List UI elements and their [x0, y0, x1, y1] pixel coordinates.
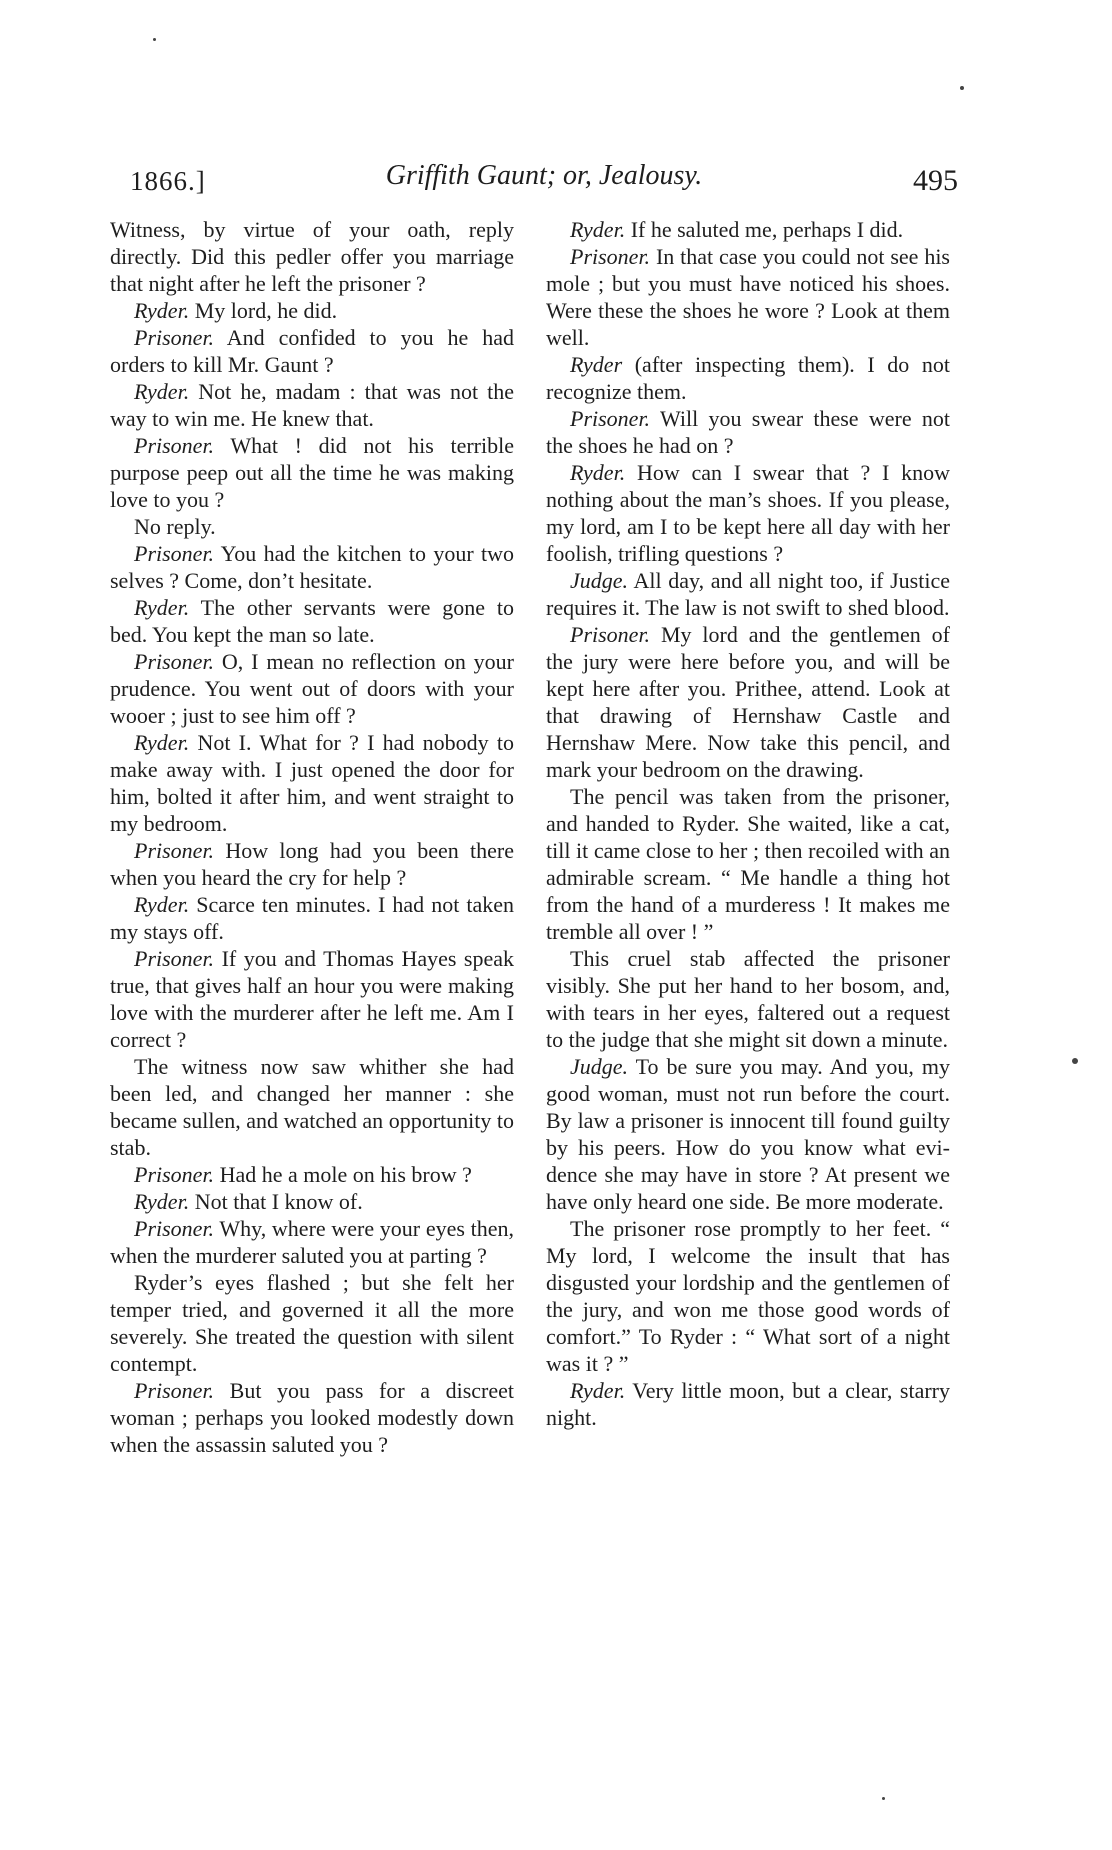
- paragraph: [546, 945, 950, 1053]
- paragraph: [110, 837, 514, 891]
- paragraph: [110, 1269, 514, 1377]
- paragraph-text: All day, and all night too, if Justice requires it. The law is not swift to shed blood.: [546, 568, 950, 620]
- paragraph-text: Not that I know of.: [194, 1189, 363, 1214]
- speaker-label: Prisoner.: [134, 325, 215, 350]
- paragraph: [110, 432, 514, 513]
- speaker-label: Ryder.: [134, 379, 190, 404]
- paragraph: [110, 1188, 514, 1215]
- paragraph-text: The prisoner rose promptly to her feet. “ My lord, I welcome the insult that has disgusted your lordship and the gentlemen of the jury, and won me those good words of comfort.” To Ryder : “ What sort of a night was it ? ”: [546, 1216, 950, 1376]
- running-header: [130, 160, 958, 204]
- speaker-label: Prisoner.: [134, 541, 215, 566]
- right-column: [546, 216, 950, 1431]
- paragraph: [110, 378, 514, 432]
- paragraph-text: If you and Thomas Hayes speak true, that gives half an hour you were making love with the murderer after he left me. Am I correct ?: [110, 946, 515, 1052]
- paragraph-text: Will you swear these were not the shoes he had on ?: [546, 406, 950, 458]
- paragraph-text: The other servants were gone to bed. You kept the man so late.: [110, 595, 514, 647]
- speaker-label: Ryder.: [570, 217, 626, 242]
- paragraph: [110, 729, 514, 837]
- speaker-label: Prisoner.: [134, 649, 215, 674]
- speaker-label: Prisoner.: [570, 244, 651, 269]
- paragraph: [110, 1215, 514, 1269]
- paragraph-text: In that case you could not see his mole ; but you must have noticed his shoes. Were these the shoes he wore ? Look at them well.: [546, 244, 950, 350]
- paragraph: [546, 621, 950, 783]
- paragraph-text: If he saluted me, perhaps I did.: [630, 217, 904, 242]
- left-column: [110, 216, 514, 1458]
- paragraph-text: Ryder’s eyes flashed ; but she felt her temper tried, and governed it all the more severely. She treated the question with silent contempt.: [110, 1270, 514, 1376]
- paragraph: [546, 216, 950, 243]
- speaker-label: Prisoner.: [134, 1216, 215, 1241]
- paragraph: [110, 513, 514, 540]
- paragraph: [110, 648, 514, 729]
- paragraph-text: How long had you been there when you heard the cry for help ?: [110, 838, 514, 890]
- paragraph: [110, 1053, 514, 1161]
- paragraph: [546, 351, 950, 405]
- paragraph: [110, 1377, 514, 1458]
- paragraph: [110, 324, 514, 378]
- print-speck: [882, 1797, 885, 1800]
- speaker-label: Ryder.: [134, 595, 190, 620]
- paragraph: [110, 594, 514, 648]
- paragraph: [546, 1053, 950, 1215]
- speaker-label: Ryder.: [134, 298, 190, 323]
- paragraph: [110, 540, 514, 594]
- paragraph: [546, 783, 950, 945]
- print-speck: [1072, 1058, 1078, 1064]
- paragraph-text: This cruel stab affected the prisoner visibly. She put her hand to her bosom, and, with tears in her eyes, faltered out a request to the judge that she might sit down a minute.: [546, 946, 950, 1052]
- paragraph-text: My lord and the gentlemen of the jury were here before you, and will be kept here after you. Prithee, attend. Look at that drawing of Hernshaw Castle and Hernshaw Mere. Now take this pencil, and mark your bedroom on the drawing.: [546, 622, 950, 782]
- paragraph: [546, 1377, 950, 1431]
- paragraph: [546, 567, 950, 621]
- speaker-label: Prisoner.: [134, 1162, 215, 1187]
- print-speck: [960, 86, 964, 90]
- header-year: 1866.]: [130, 166, 206, 196]
- paragraph: [546, 1215, 950, 1377]
- paragraph-text: Why, where were your eyes then, when the murderer saluted you at parting ?: [110, 1216, 514, 1268]
- paragraph-text: The witness now saw whither she had been led, and changed her manner : she became sullen, and watched an opportunity to stab.: [110, 1054, 514, 1160]
- paragraph-text: Had he a mole on his brow ?: [219, 1162, 472, 1187]
- print-speck: [153, 38, 156, 41]
- speaker-label: Prisoner.: [134, 433, 215, 458]
- header-title: Griffith Gaunt; or, Jealousy.: [385, 160, 703, 191]
- speaker-label: Prisoner.: [134, 1378, 215, 1403]
- paragraph-text: O, I mean no reflection on your prudence. You went out of doors with your wooer ; just to see him off ?: [110, 649, 515, 728]
- speaker-label: Ryder.: [134, 1189, 190, 1214]
- paragraph-text: Witness, by virtue of your oath, reply directly. Did this pedler offer you marriage that night after he left the prisoner ?: [110, 217, 514, 296]
- speaker-label: Ryder.: [570, 1378, 626, 1403]
- paragraph-text: You had the kitchen to your two selves ? Come, don’t hesitate.: [110, 541, 514, 593]
- paragraph: [110, 1161, 514, 1188]
- speaker-label: Prisoner.: [134, 838, 215, 863]
- paragraph-text: And confided to you he had orders to kill Mr. Gaunt ?: [110, 325, 514, 377]
- paragraph: [546, 405, 950, 459]
- paragraph-text: To be sure you may. And you, my good woman, must not run before the court. By law a prisoner is innocent till found guilty by his peers. How do you know what evidence she may have in store ? At present we have only heard one side. Be more moderate.: [546, 1054, 950, 1214]
- paragraph-text: Not he, madam : that was not the way to win me. He knew that.: [110, 379, 514, 431]
- speaker-label: Ryder.: [570, 460, 626, 485]
- speaker-label: Ryder.: [134, 892, 190, 917]
- paragraph-text: Not I. What for ? I had nobody to make away with. I just opened the door for him, bolted it after him, and went straight to my bedroom.: [110, 730, 514, 836]
- paragraph-text: Very little moon, but a clear, starry night.: [546, 1378, 950, 1430]
- paragraph-text: But you pass for a discreet woman ; perhaps you looked modestly down when the assassin saluted you ?: [110, 1378, 515, 1457]
- paragraph: [546, 459, 950, 567]
- paragraph-text: Scarce ten minutes. I had not taken my stays off.: [110, 892, 514, 944]
- speaker-label: Prisoner.: [570, 622, 651, 647]
- speaker-label: Prisoner.: [570, 406, 651, 431]
- speaker-label: Ryder: [570, 352, 623, 377]
- paragraph-text: The pencil was taken from the prisoner, and handed to Ryder. She waited, like a cat, till it came close to her ; then recoiled with an admirable scream. “ Me handle a thing hot from the hand of a murderess ! It makes me tremble all over ! ”: [546, 784, 950, 944]
- paragraph-text: My lord, he did.: [194, 298, 338, 323]
- speaker-label: Prisoner.: [134, 946, 215, 971]
- paragraph-text: What ! did not his terrible purpose peep out all the time he was making love to you ?: [110, 433, 514, 512]
- paragraph: [110, 945, 514, 1053]
- paragraph-text: How can I swear that ? I know nothing about the man’s shoes. If you please, my lord, am I to be kept here all day with her foolish, trifling questions ?: [546, 460, 951, 566]
- speaker-label: Judge.: [570, 568, 629, 593]
- paragraph-text: No reply.: [134, 514, 216, 539]
- speaker-label: Ryder.: [134, 730, 190, 755]
- paragraph: [110, 216, 514, 297]
- speaker-label: Judge.: [570, 1054, 629, 1079]
- paragraph: [546, 243, 950, 351]
- paragraph: [110, 891, 514, 945]
- paragraph: [110, 297, 514, 324]
- page-number: 495: [913, 164, 958, 197]
- paragraph-text: (after inspecting them). I do not recognize them.: [546, 352, 950, 404]
